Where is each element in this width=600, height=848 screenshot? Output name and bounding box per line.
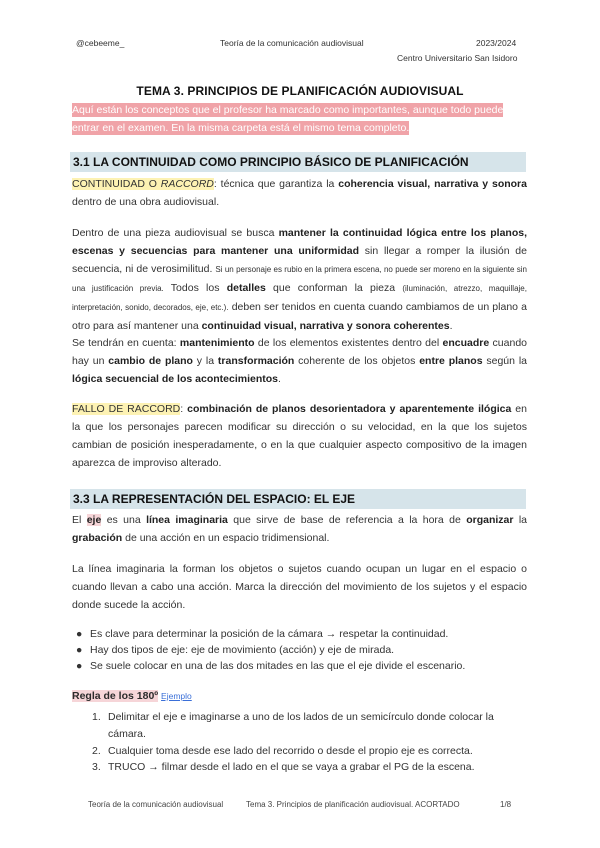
list-item: 2. Cualquier toma desde ese lado del recorrido o desde el propio eje es correcta. [92, 745, 473, 757]
bullet-icon: ● [76, 644, 83, 656]
header-institution: Centro Universitario San Isidoro [397, 53, 518, 63]
paragraph-fallo-raccord: FALLO DE RACCORD: combinación de planos desorientadora y aparentemente ilógica en la que los personajes parecen modificar su dirección o su velocidad, en la que los sujetos cambian de posición inesperadamente, o en la que cualquier aspecto compositivo de la imagen aparezca de improviso alterado. [72, 403, 527, 469]
header-year: 2023/2024 [476, 38, 517, 48]
list-item: ● Hay dos tipos de eje: eje de movimiento (acción) y eje de mirada. [90, 642, 530, 659]
bullet-icon: ● [76, 660, 83, 672]
paragraph-se-tendran-en-cuenta: Se tendrán en cuenta: mantenimiento de los elementos existentes dentro del encuadre cuando hay un cambio de plano y la transformación coherente de los objetos entre planos según la lógica secuencial de los acontecimientos. [72, 337, 527, 385]
list-item: 3. TRUCO → filmar desde el lado en el que se vaya a grabar el PG de la escena. [92, 761, 475, 773]
example-link[interactable]: Ejemplo [161, 691, 192, 701]
paragraph-definicion-eje: El eje es una línea imaginaria que sirve de base de referencia a la hora de organizar la grabación de una acción en un espacio tridimensional. [72, 514, 527, 544]
footer-topic: Tema 3. Principios de planificación audiovisual. ACORTADO [246, 800, 460, 809]
paragraph-definicion-continuidad: CONTINUIDAD O RACCORD: técnica que garantiza la coherencia visual, narrativa y sonora dentro de una obra audiovisual. [72, 178, 527, 208]
rule-heading: Regla de los 180º Ejemplo [72, 690, 192, 702]
bullet-icon: ● [76, 628, 83, 640]
paragraph-linea-imaginaria: La línea imaginaria la forman los objetos o sujetos cuando ocupan un lugar en el espacio o cuando llevan a cabo una acción. Marca la dirección del movimiento de los sujetos y el espacio donde sucede la acción. [72, 563, 527, 611]
paragraph-pieza-audiovisual: Dentro de una pieza audiovisual se busca mantener la continuidad lógica entre los planos, escenas y secuencias para mantener una uniformidad sin llegar a romper la ilusión de secuencia, ni de verosimilitud. Si un personaje es rubio en la primera escena, no puede ser moreno en la siguiente sin una justificación previa. Todos los detalles que conforman la pieza (iluminación, atrezzo, maquillaje, interpretación, sonido, decorados, eje, etc.). deben ser tenidos en cuenta cuando cambiamos de un plano a otro para así mantener una continuidad visual, narrativa y sonora coherentes. [72, 227, 527, 332]
term-fallo-raccord: FALLO DE RACCORD [72, 403, 181, 415]
list-item: 1. Delimitar el eje e imaginarse a uno de los lados de un semicírculo donde colocar la cámara. [92, 711, 494, 740]
term-continuidad: CONTINUIDAD O RACCORD [72, 178, 214, 190]
list-item: ● Se suele colocar en una de las dos mitades en las que el eje divide el escenario. [90, 658, 530, 675]
footer-page-number: 1/8 [500, 800, 512, 809]
section-heading-continuidad: 3.1 LA CONTINUIDAD COMO PRINCIPIO BÁSICO DE PLANIFICACIÓN [70, 152, 526, 172]
footer-subject: Teoría de la comunicación audiovisual [88, 800, 224, 809]
list-item: ● Es clave para determinar la posición de la cámara → respetar la continuidad. [90, 626, 530, 643]
section-heading-eje: 3.3 LA REPRESENTACIÓN DEL ESPACIO: EL EJE [70, 489, 526, 509]
header-author: @cebeeme_ [76, 38, 125, 48]
page-title: TEMA 3. PRINCIPIOS DE PLANIFICACIÓN AUDIOVISUAL [136, 84, 464, 98]
intro-note: Aquí están los conceptos que el profesor ha marcado como importantes, aunque todo puede entrar en el examen. En la misma carpeta está el mismo tema completo. [72, 104, 504, 134]
header-subject: Teoría de la comunicación audiovisual [220, 38, 364, 48]
